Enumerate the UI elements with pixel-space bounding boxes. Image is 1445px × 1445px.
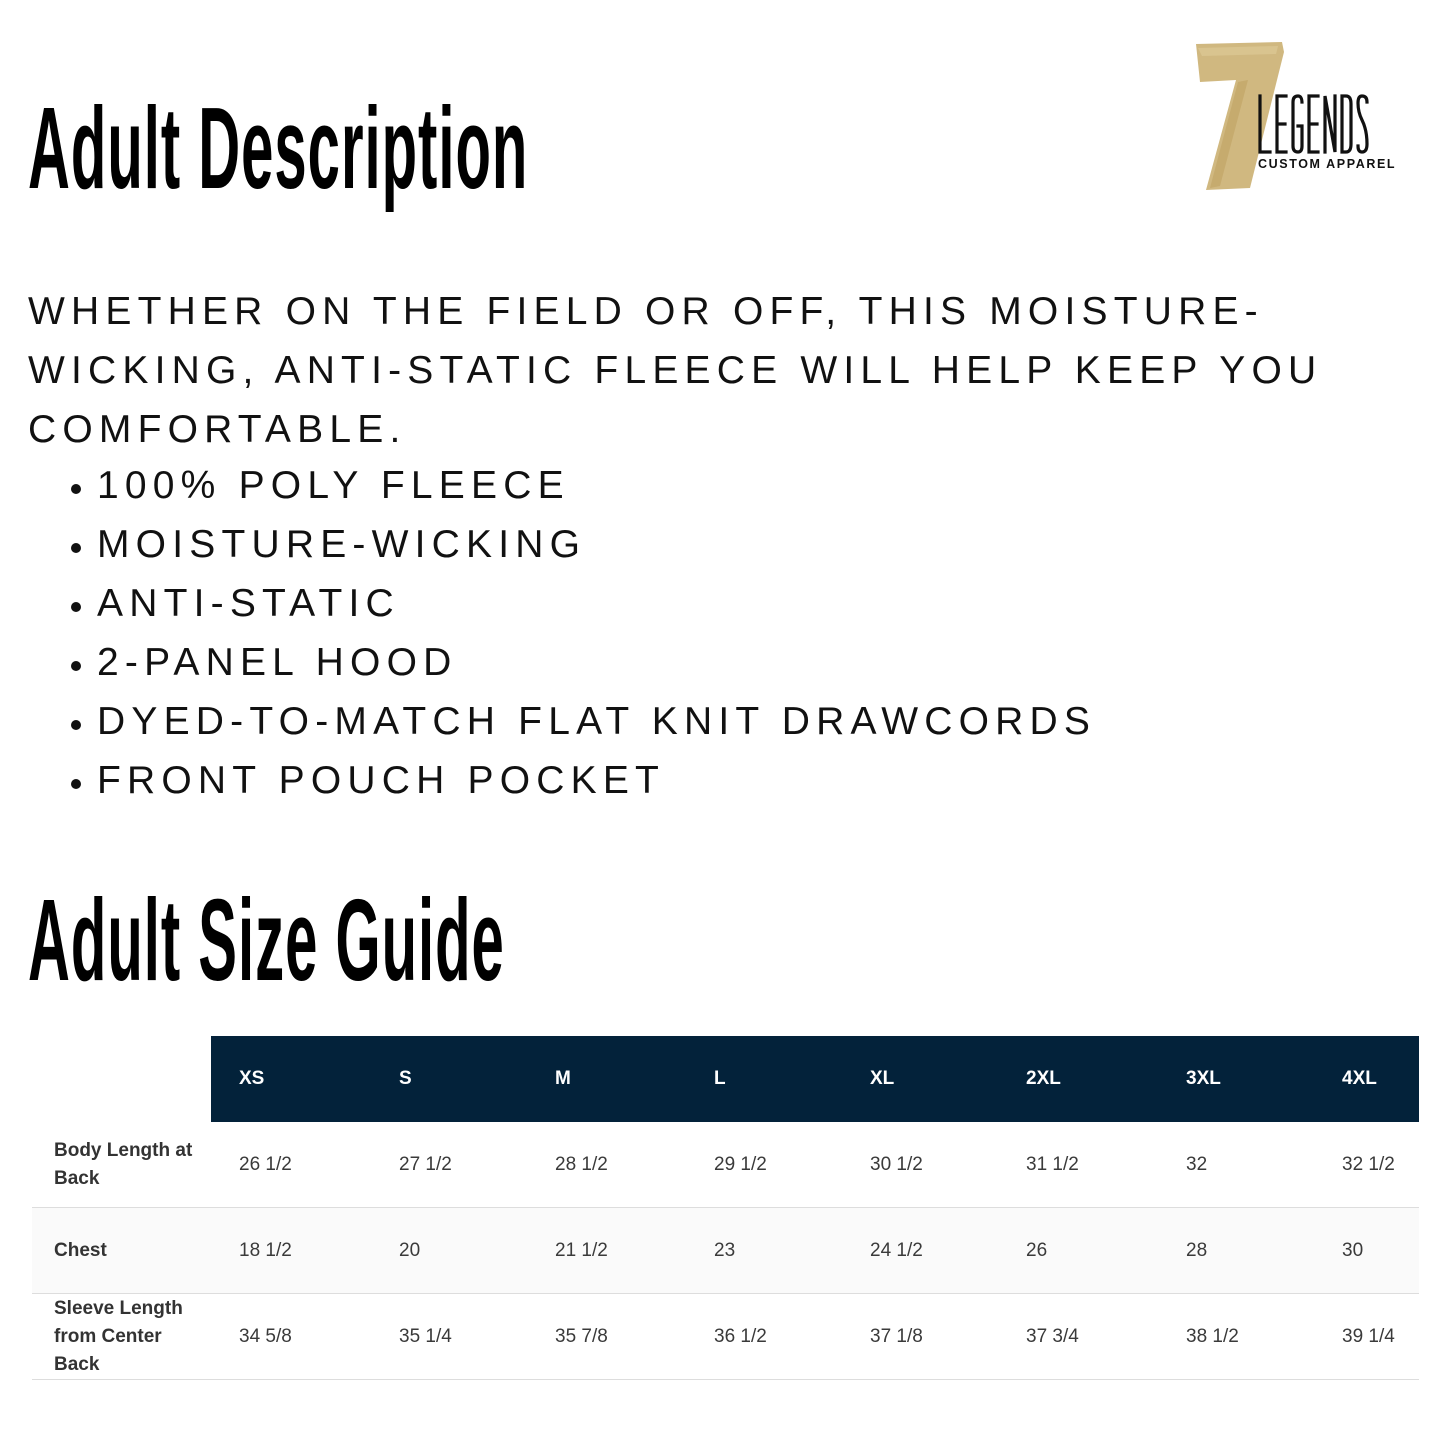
size-header-row [32,1036,1419,1122]
size-guide-table [32,1036,1419,1380]
size-header-cell: XS [211,1036,371,1122]
description-paragraph: WHETHER ON THE FIELD OR OFF, THIS MOISTURE-WICKING, ANTI-STATIC FLEECE WILL HELP KEEP YOU COMFORTABLE. [28,290,1323,451]
table-cell: 24 1/2 [842,1208,998,1294]
seven-legends-logo-graphic [1190,40,1410,192]
table-cell: 30 [1314,1208,1419,1294]
table-cell: 30 1/2 [842,1122,998,1208]
table-cell: 29 1/2 [686,1122,842,1208]
description-title: Adult Description [28,84,529,214]
feature-item: • FRONT POUCH POCKET [97,751,1096,810]
size-guide-title: Adult Size Guide [28,876,505,1006]
size-header-cell: M [527,1036,686,1122]
size-header-cell: L [686,1036,842,1122]
header-blank-cell [32,1036,211,1122]
table-cell: 31 1/2 [998,1122,1158,1208]
logo-tagline: CUSTOM APPAREL [1258,157,1397,171]
table-cell: 26 1/2 [211,1122,371,1208]
table-row [32,1208,1419,1294]
table-cell: 28 [1158,1208,1314,1294]
table-cell: 35 1/4 [371,1294,527,1380]
row-label: Chest [32,1208,211,1294]
feature-item: • ANTI-STATIC [97,574,1096,633]
table-cell: 39 1/4 [1314,1294,1419,1380]
table-row [32,1294,1419,1380]
size-header-cell: 3XL [1158,1036,1314,1122]
table-cell: 28 1/2 [527,1122,686,1208]
table-cell: 32 [1158,1122,1314,1208]
table-cell: 23 [686,1208,842,1294]
table-cell: 35 7/8 [527,1294,686,1380]
feature-list [40,456,1096,810]
table-cell: 18 1/2 [211,1208,371,1294]
feature-item: • DYED-TO-MATCH FLAT KNIT DRAWCORDS [97,692,1096,751]
size-header-cell: S [371,1036,527,1122]
size-header-cell: XL [842,1036,998,1122]
table-row [32,1122,1419,1208]
table-cell: 38 1/2 [1158,1294,1314,1380]
feature-item: • 100% POLY FLEECE [97,456,1096,515]
feature-item: • 2-PANEL HOOD [97,633,1096,692]
seven-legends-logo [1190,40,1410,192]
table-cell: 34 5/8 [211,1294,371,1380]
table-cell: 32 1/2 [1314,1122,1419,1208]
table-cell: 26 [998,1208,1158,1294]
size-header-cell: 4XL [1314,1036,1419,1122]
table-cell: 27 1/2 [371,1122,527,1208]
table-cell: 21 1/2 [527,1208,686,1294]
size-header-cell: 2XL [998,1036,1158,1122]
table-cell: 37 3/4 [998,1294,1158,1380]
feature-item: • MOISTURE-WICKING [97,515,1096,574]
table-cell: 20 [371,1208,527,1294]
row-label: Body Length at Back [32,1122,211,1208]
table-cell: 37 1/8 [842,1294,998,1380]
row-label: Sleeve Length from Center Back [32,1294,211,1380]
table-cell: 36 1/2 [686,1294,842,1380]
